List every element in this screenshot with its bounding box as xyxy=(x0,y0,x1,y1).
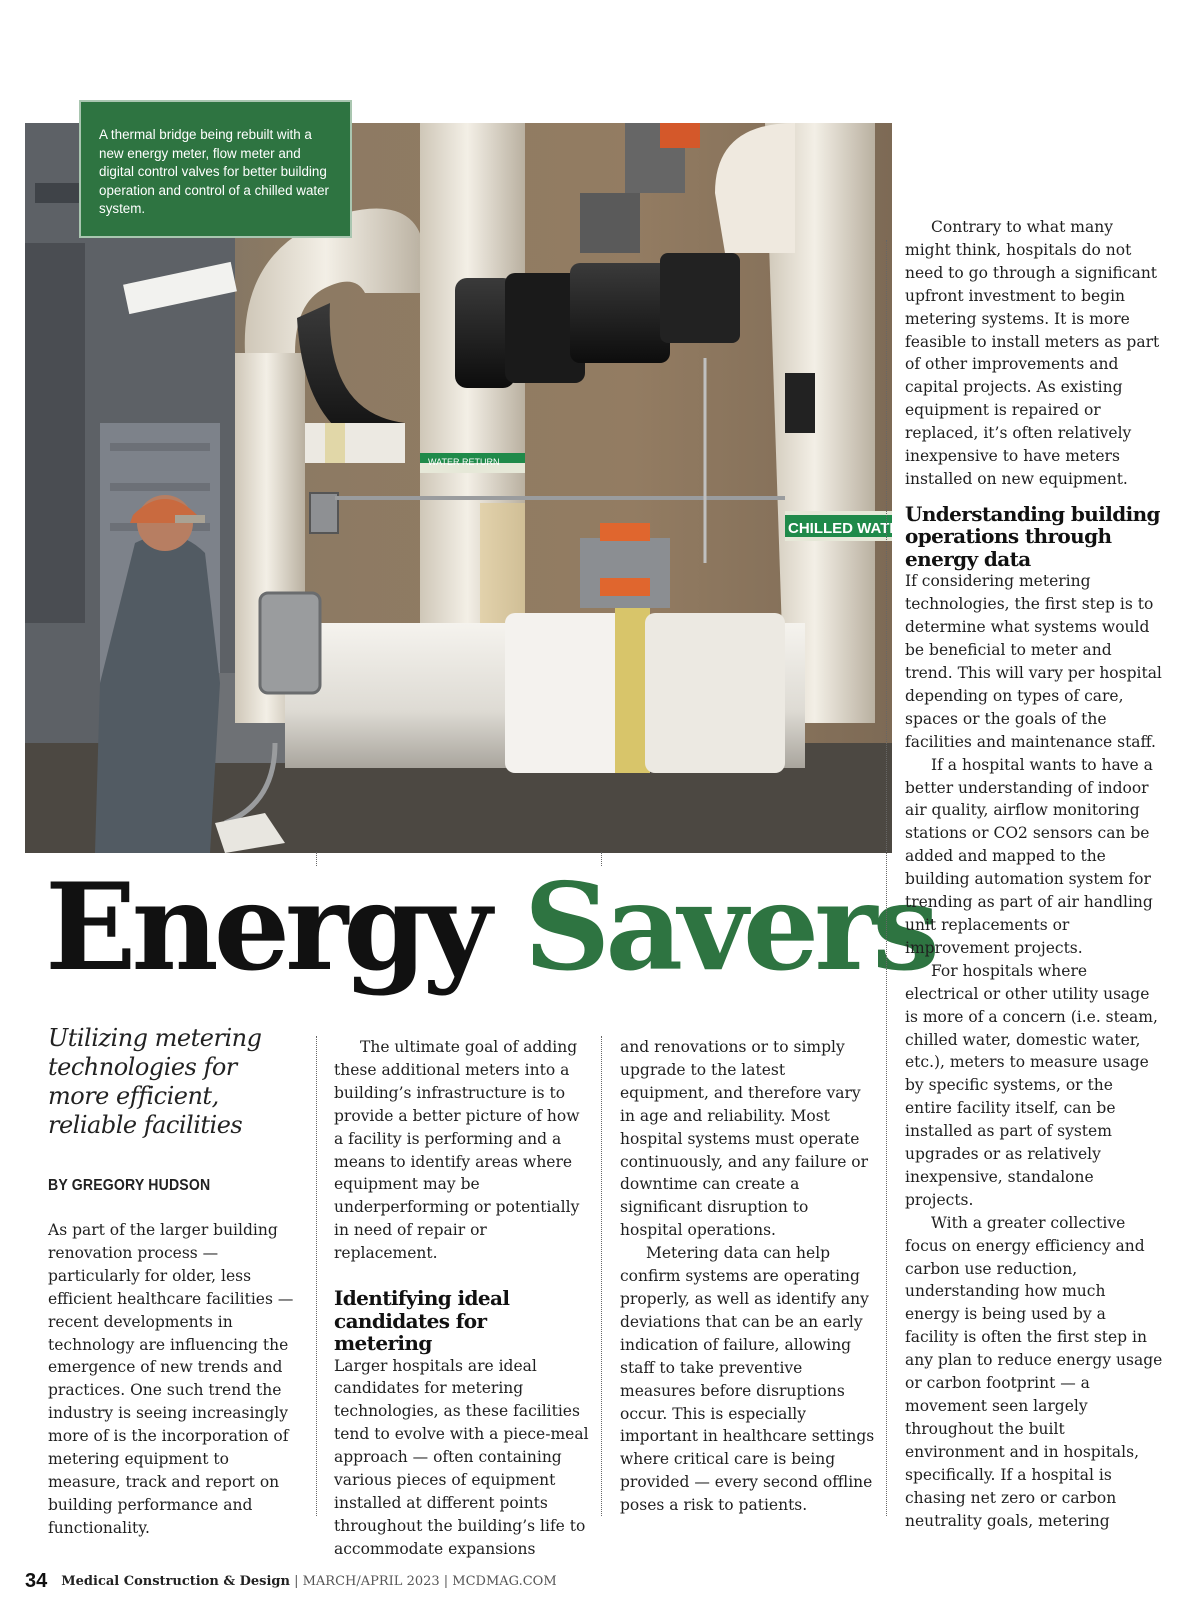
deck: Utilizing metering technologies for more efficient, reliable facilities xyxy=(48,1024,262,1139)
col2-paragraph-2: Larger hospitals are ideal candidates for metering technologies, as these facilities tend to evolve with a piece-meal approach — often containing various pieces of equipment installed at different points throughout the building’s life to accommodate expansions xyxy=(334,1356,589,1558)
chilled-water-label: CHILLED WATER RE xyxy=(788,520,936,537)
col3-paragraph-1: and renovations or to simply upgrade to the latest equipment, and therefore vary in age and reliability. Most hospital systems must operate continuously, and any failure or downtime can create a significant disruption to hospital operations. xyxy=(620,1038,869,1240)
photo-caption: A thermal bridge being rebuilt with a new energy meter, flow meter and digital control valves for better building operation and control of a chilled water system. xyxy=(79,100,352,238)
column-3 xyxy=(620,1036,875,1517)
col2-paragraph-1: The ultimate goal of adding these additional meters into a building’s infrastructure is to provide a better picture of how a facility is performing and a means to identify areas where equipment may be underperforming or potentially in need of repair or replacement. xyxy=(334,1038,580,1263)
col4-paragraph-1: Contrary to what many might think, hospitals do not need to go through a significant upfront investment to begin metering systems. It is more feasible to install meters as part of other improvements and capital projects. As existing equipment is repaired or replaced, it’s often relatively inexpensive to have meters installed on new equipment. xyxy=(905,218,1160,488)
headline-word-energy: Energy xyxy=(45,857,487,998)
photo-tick-2 xyxy=(601,852,602,866)
magazine-name: Medical Construction & Design xyxy=(61,1574,290,1589)
byline: BY GREGORY HUDSON xyxy=(48,1177,211,1194)
col1-paragraph-1: As part of the larger building renovation process — particularly for older, less efficient healthcare facilities — recent developments in technology are influencing the emergence of new trends and practices. One such trend the industry is seeing increasingly more of is the incorporation of metering equipment to measure, track and report on building performance and functionality. xyxy=(48,1221,294,1537)
column-rule-2 xyxy=(601,1036,602,1516)
column-4 xyxy=(905,216,1163,1532)
col4-paragraph-2: If considering metering technologies, the first step is to determine what systems would be beneficial to meter and trend. This will vary per hospital depending on types of care, spaces or the goals of the facilities and maintenance staff. xyxy=(905,572,1162,751)
subhead-understanding: Understanding building operations through energy data xyxy=(905,501,1160,571)
headline-word-savers: Savers xyxy=(523,857,935,998)
column-rule-1 xyxy=(316,1036,317,1516)
column-rule-3 xyxy=(886,240,887,1516)
col4-paragraph-5: With a greater collective focus on energy efficiency and carbon use reduction, understanding how much energy is being used by a facility is often the first step in any plan to reduce energy usage or carbon footprint — a movement seen largely throughout the built environment and in hospitals, specifically. If a hospital is chasing net zero or carbon neutrality goals, metering xyxy=(905,1213,1163,1530)
col4-paragraph-3: If a hospital wants to have a better understanding of indoor air quality, airflow monitoring stations or CO2 sensors can be added and mapped to the building automation system for trending as part of air handling unit replacements or improvement projects. xyxy=(905,755,1153,957)
page-footer xyxy=(25,1570,557,1593)
page-number: 34 xyxy=(25,1570,48,1592)
headline xyxy=(45,857,935,998)
column-2 xyxy=(334,1036,589,1561)
column-1 xyxy=(48,1219,303,1540)
col4-paragraph-4: For hospitals where electrical or other utility usage is more of a concern (i.e. steam, chilled water, domestic water, etc.), meters to measure usage by specific systems, or the entire facility itself, can be installed as part of system upgrades or as relatively inexpensive, standalone projects. xyxy=(905,961,1158,1209)
photo-tick-1 xyxy=(316,852,317,866)
water-return-label: WATER RETURN xyxy=(428,457,500,467)
issue-info: | MARCH/APRIL 2023 | MCDMAG.COM xyxy=(289,1574,557,1589)
subhead-identifying: Identifying ideal candidates for metering xyxy=(334,1286,510,1356)
col3-paragraph-2: Metering data can help confirm systems are operating properly, as well as identify any deviations that can be an early indication of failure, allowing staff to take preventive measures before disruptions occur. This is especially important in healthcare settings where critical care is being provided — every second offline poses a risk to patients. xyxy=(620,1244,875,1515)
